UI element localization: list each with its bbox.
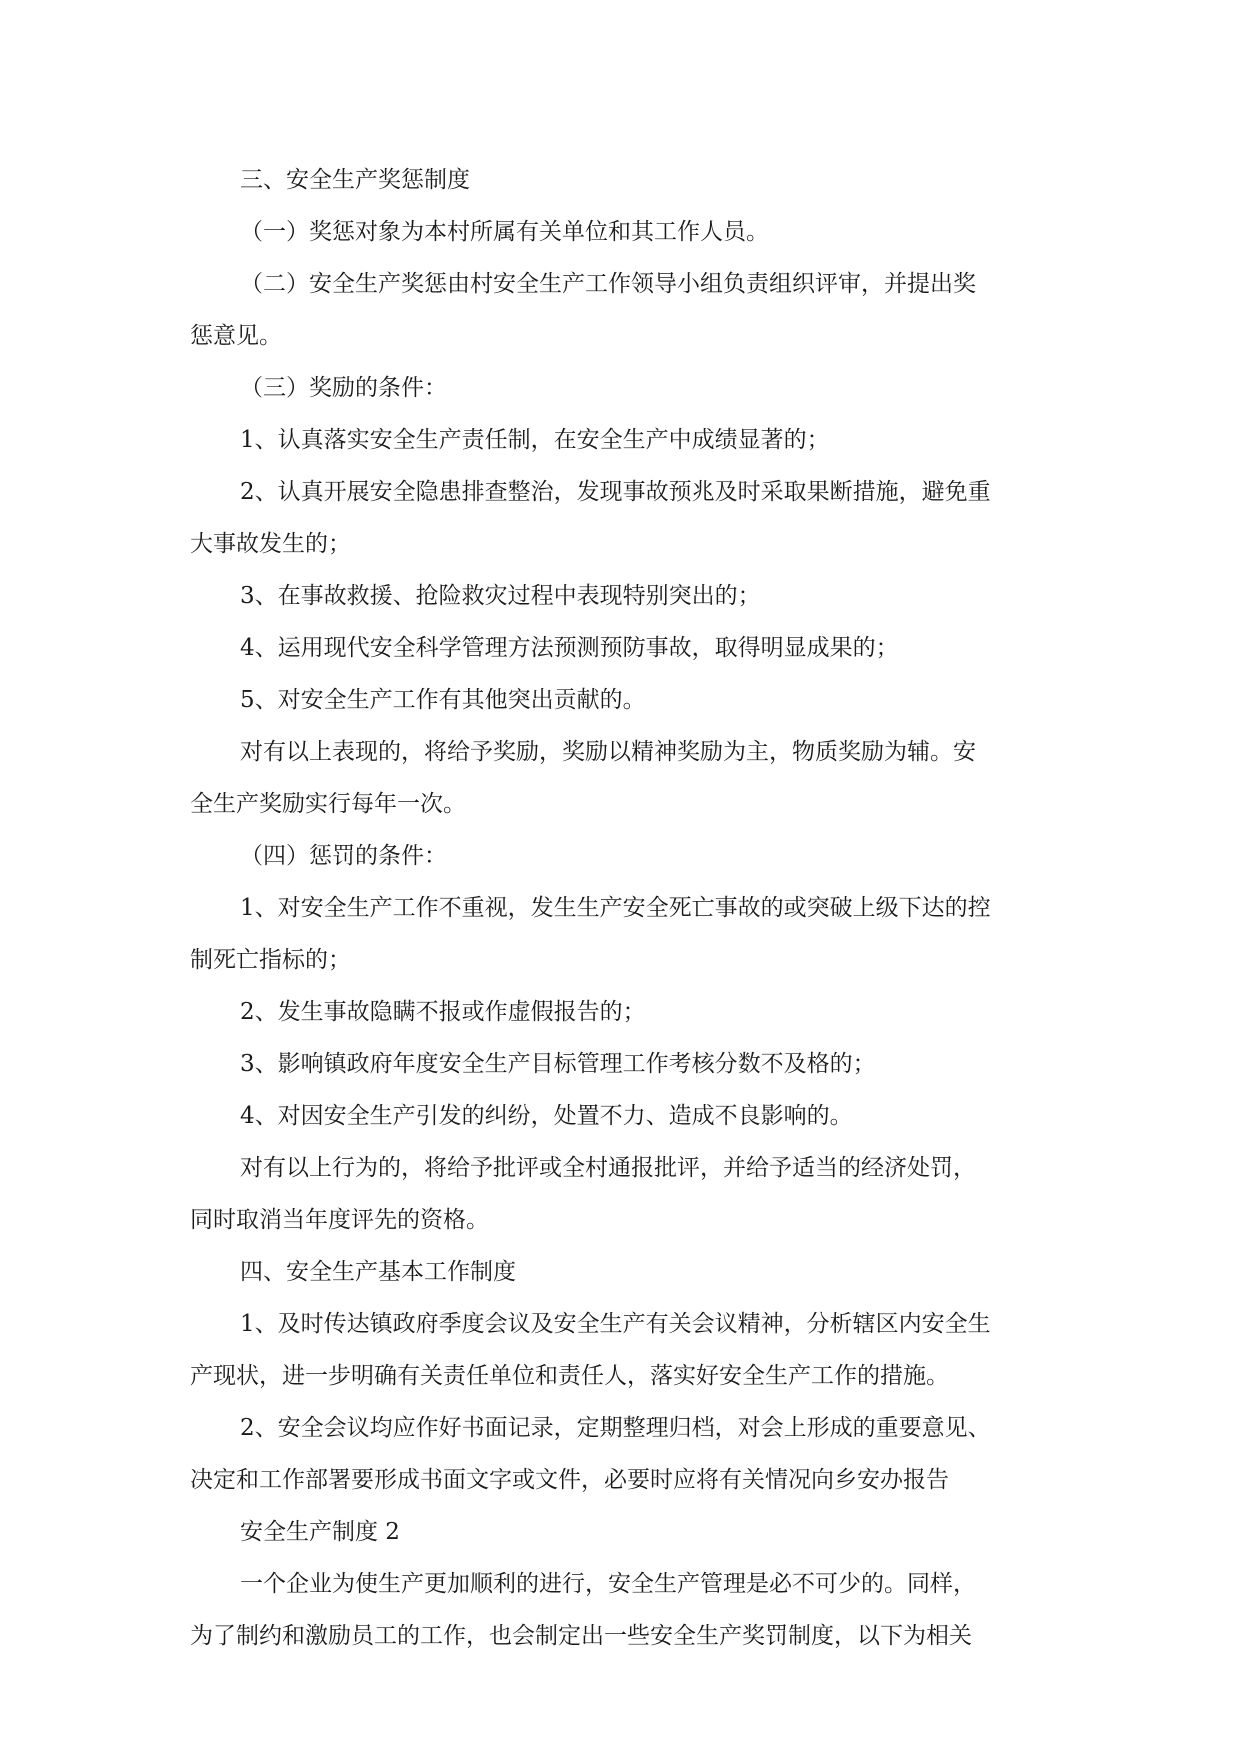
text-line: 为了制约和激励员工的工作，也会制定出一些安全生产奖罚制度，以下为相关	[190, 1623, 972, 1649]
text-line: 2、安全会议均应作好书面记录，定期整理归档，对会上形成的重要意见、	[240, 1415, 991, 1441]
document-body	[190, 154, 1050, 1662]
text-line: 3、影响镇政府年度安全生产目标管理工作考核分数不及格的；	[240, 1051, 876, 1077]
text-line: 2、认真开展安全隐患排查整治，发现事故预兆及时采取果断措施，避免重	[240, 479, 991, 505]
text-line: （一）奖惩对象为本村所属有关单位和其工作人员。	[240, 219, 769, 245]
text-line: 全生产奖励实行每年一次。	[190, 791, 466, 817]
text-line: 1、对安全生产工作不重视，发生生产安全死亡事故的或突破上级下达的控	[240, 895, 991, 921]
text-line: 制死亡指标的；	[190, 947, 351, 973]
text-line: 1、及时传达镇政府季度会议及安全生产有关会议精神，分析辖区内安全生	[240, 1311, 991, 1337]
text-line: （三）奖励的条件：	[240, 375, 447, 401]
text-line: 4、对因安全生产引发的纠纷，处置不力、造成不良影响的。	[240, 1103, 853, 1129]
text-line: 2、发生事故隐瞒不报或作虚假报告的；	[240, 999, 646, 1025]
text-line: 同时取消当年度评先的资格。	[190, 1207, 489, 1233]
text-line: 4、运用现代安全科学管理方法预测预防事故，取得明显成果的；	[240, 635, 899, 661]
text-line: 三、安全生产奖惩制度	[240, 167, 470, 193]
text-line: 安全生产制度 2	[240, 1519, 400, 1545]
text-line: 对有以上行为的，将给予批评或全村通报批评，并给予适当的经济处罚，	[240, 1155, 976, 1181]
text-line: 对有以上表现的，将给予奖励，奖励以精神奖励为主，物质奖励为辅。安	[240, 739, 976, 765]
text-line: 产现状，进一步明确有关责任单位和责任人，落实好安全生产工作的措施。	[190, 1363, 949, 1389]
text-line: 四、安全生产基本工作制度	[240, 1259, 516, 1285]
text-line: （四）惩罚的条件：	[240, 843, 447, 869]
text-line: 大事故发生的；	[190, 531, 351, 557]
text-line: 3、在事故救援、抢险救灾过程中表现特别突出的；	[240, 583, 761, 609]
text-line: 决定和工作部署要形成书面文字或文件，必要时应将有关情况向乡安办报告	[190, 1467, 949, 1493]
text-line: 惩意见。	[190, 323, 282, 349]
text-line: 1、认真落实安全生产责任制，在安全生产中成绩显著的；	[240, 427, 830, 453]
text-line: 5、对安全生产工作有其他突出贡献的。	[240, 687, 646, 713]
text-line: （二）安全生产奖惩由村安全生产工作领导小组负责组织评审，并提出奖	[240, 271, 976, 297]
text-line: 一个企业为使生产更加顺利的进行，安全生产管理是必不可少的。同样，	[240, 1571, 976, 1597]
